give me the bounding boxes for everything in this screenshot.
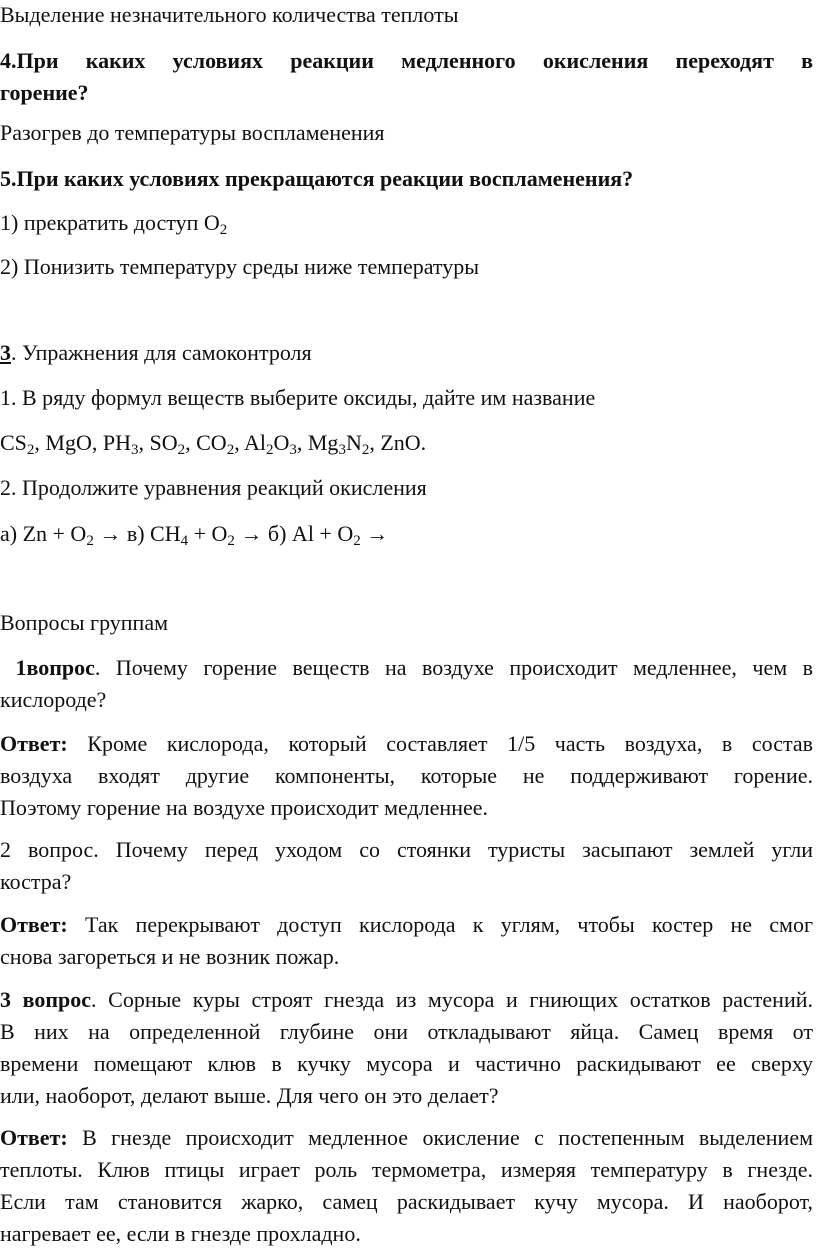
group-question-3-line-3: времени помещают клюв в кучку мусора и частично раскидывают ее сверху (0, 1051, 813, 1076)
exercise-1: 1. В ряду формул веществ выберите оксиды, дайте им название (0, 385, 596, 410)
answer-5-item-2: 2) Понизить температуру среды ниже температуры (0, 254, 480, 279)
answer-label: Ответ: (0, 731, 68, 756)
formula-text: , ZnO. (369, 430, 427, 455)
answer-label: Ответ: (0, 912, 68, 937)
equation-text: + O (188, 521, 228, 546)
subscript: 2 (265, 442, 274, 458)
group-question-3-line-2: В них на определенной глубине они откладывают яйца. Самец время от (0, 1019, 813, 1044)
subscript: 2 (226, 442, 235, 458)
group-question-1-line-2: кислороде? (0, 687, 107, 712)
text-line: Выделение незначительного количества теплоты (0, 2, 459, 27)
group-answer-1-line-2: воздуха входят другие компоненты, которые не поддерживают горение. (0, 763, 813, 788)
subscript: 2 (86, 533, 94, 549)
answer-text: В гнезде происходит медленное окисление с постепенным выделением (82, 1125, 814, 1150)
subscript: 3 (131, 442, 139, 458)
equation-text: а) Zn + O (0, 521, 87, 546)
group-answer-3-line-4: нагревает ее, если в гнезде прохладно. (0, 1221, 361, 1246)
subscript: 2 (177, 442, 186, 458)
question-text: . Сорные куры строят гнезда из мусора и гниющих остатков растений. (91, 987, 814, 1012)
section-3-heading (0, 336, 312, 370)
group-question-2-line-2: костра? (0, 869, 72, 894)
subscript: 2 (353, 533, 361, 549)
subscript: 2 (227, 533, 235, 549)
equation-text: → в) CH (93, 521, 181, 546)
answer-5-item-1-text: 1) прекратить доступ O (0, 210, 220, 235)
answer-5-item-1 (0, 206, 227, 240)
group-question-3-line-4: или, наоборот, делают выше. Для чего он это делает? (0, 1083, 499, 1108)
subscript: 4 (180, 533, 189, 549)
answer-4: Разогрев до температуры воспламенения (0, 120, 385, 145)
question-4-line-2: горение? (0, 80, 89, 105)
equation-text: → (360, 521, 389, 546)
group-answer-1-line-3: Поэтому горение на воздухе происходит медленнее. (0, 795, 488, 820)
exercise-1-formulas (0, 426, 426, 460)
exercise-2-equations (0, 517, 388, 551)
subscript: 3 (289, 442, 297, 458)
question-4-line-1: 4.При каких условиях реакции медленного окисления переходят в (0, 48, 813, 73)
formula-text: CS (0, 430, 27, 455)
equation-text: → б) Al + O (234, 521, 354, 546)
group-answer-2-line-2: снова загореться и не возник пожар. (0, 944, 340, 969)
group-answer-3-line-2: теплоты. Клюв птицы играет роль термометра, измеряя температуру в гнезде. (0, 1157, 813, 1182)
answer-text: Кроме кислорода, который составляет 1/5 часть воздуха, в состав (87, 731, 814, 756)
formula-text: , MgO, PH (34, 430, 131, 455)
formula-text: , CO (185, 430, 227, 455)
subscript: 2 (361, 442, 370, 458)
group-question-1-line-1 (0, 651, 813, 685)
answer-text: Так перекрывают доступ кислорода к углям, чтобы костер не смог (84, 912, 814, 937)
question-label: 3 вопрос (0, 987, 92, 1012)
group-question-2-line-1: 2 вопрос. Почему перед уходом со стоянки туристы засыпают землей угли (0, 837, 813, 862)
group-question-3-line-1 (0, 983, 813, 1017)
formula-text: , Mg (296, 430, 339, 455)
formula-text: O (273, 430, 290, 455)
group-answer-3-line-3: Если там становится жарко, самец раскидывает кучу мусора. И наоборот, (0, 1189, 813, 1214)
subscript: 3 (338, 442, 346, 458)
formula-text: , SO (138, 430, 178, 455)
groups-title: Вопросы группам (0, 610, 169, 635)
subscript: 2 (26, 442, 35, 458)
group-answer-3-line-1 (0, 1121, 813, 1155)
group-answer-1-line-1 (0, 727, 813, 761)
group-answer-2-line-1 (0, 908, 813, 942)
section-number: 3 (0, 340, 11, 365)
formula-text: N (345, 430, 362, 455)
exercise-2: 2. Продолжите уравнения реакций окисления (0, 475, 427, 500)
formula-text: , Al (234, 430, 266, 455)
section-title: . Упражнения для самоконтроля (11, 340, 312, 365)
question-5: 5.При каких условиях прекращаются реакции воспламенения? (0, 166, 634, 191)
question-label: 1вопрос (15, 655, 95, 680)
question-text: . Почему горение веществ на воздухе происходит медленнее, чем в (94, 655, 814, 680)
subscript: 2 (219, 222, 228, 238)
answer-label: Ответ: (0, 1125, 68, 1150)
